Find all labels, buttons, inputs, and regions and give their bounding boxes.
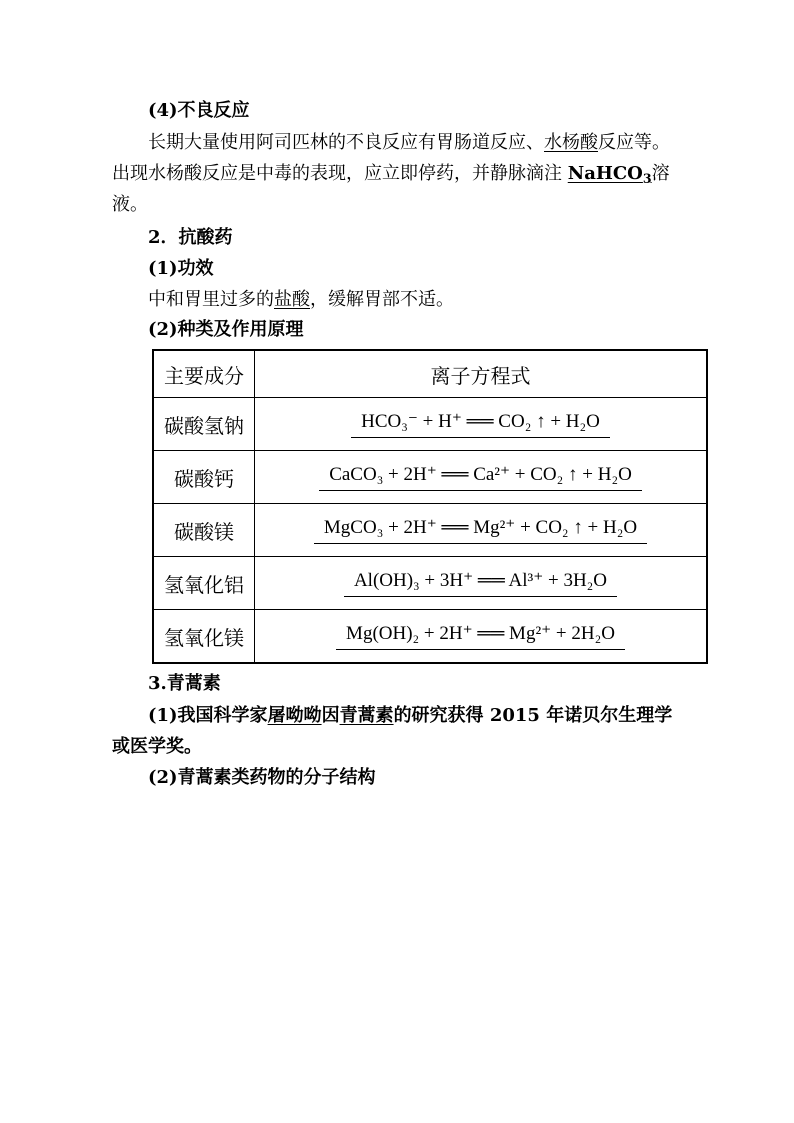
text-segment: 因	[321, 705, 340, 726]
ion-equation: CaCO₃ + 2H⁺ ══ Ca²⁺ + CO₂ ↑ + H₂O	[319, 463, 642, 491]
section2-sub1-heading: (1)功效	[148, 258, 214, 279]
section2-sub2-heading: (2)种类及作用原理	[148, 319, 304, 340]
section4-paragraph-line3: 液。	[112, 194, 148, 215]
text-segment: 反应等。	[598, 132, 670, 153]
table-row	[153, 557, 707, 610]
equation-cell	[255, 451, 708, 504]
section3-paragraph-line2: 或医学奖。	[112, 736, 202, 757]
text-segment: ，缓解胃部不适。	[310, 289, 454, 310]
text-segment: 的研究获得 2015 年诺贝尔生理学	[393, 705, 673, 726]
section2-heading: 2．抗酸药	[148, 227, 233, 248]
underlined-term: 青蒿素	[339, 705, 394, 726]
section2-sub1-text	[148, 288, 454, 312]
underlined-name: 屠呦呦	[267, 705, 322, 726]
formula-base: NaHCO	[567, 163, 643, 184]
text-segment: 出现水杨酸反应是中毒的表现，应立即停药，并静脉滴注	[112, 163, 562, 184]
equation-cell	[255, 504, 708, 557]
antacid-equation-table	[152, 349, 708, 664]
component-name: 碳酸钙	[153, 451, 255, 504]
text-segment: 溶	[651, 163, 670, 184]
table-header-row	[153, 350, 707, 398]
formula-subscript: 3	[642, 170, 652, 186]
equation-cell	[255, 610, 708, 664]
text-segment: 中和胃里过多的	[148, 289, 274, 310]
table-header-equation: 离子方程式	[255, 350, 708, 398]
table-header-component: 主要成分	[153, 350, 255, 398]
equation-cell	[255, 398, 708, 451]
component-name: 碳酸镁	[153, 504, 255, 557]
underlined-term: 盐酸	[274, 289, 310, 310]
ion-equation: HCO₃⁻ + H⁺ ══ CO₂ ↑ + H₂O	[351, 410, 610, 438]
component-name: 氢氧化镁	[153, 610, 255, 664]
section4-paragraph-line1	[148, 131, 670, 155]
section3-paragraph-line3: (2)青蒿素类药物的分子结构	[148, 767, 376, 788]
table-row	[153, 398, 707, 451]
underlined-formula	[568, 163, 652, 184]
table-row	[153, 451, 707, 504]
section3-paragraph-line1	[148, 704, 672, 728]
component-name: 碳酸氢钠	[153, 398, 255, 451]
underlined-term: 水杨酸	[544, 132, 598, 153]
ion-equation: MgCO₃ + 2H⁺ ══ Mg²⁺ + CO₂ ↑ + H₂O	[314, 516, 647, 544]
table-row	[153, 610, 707, 664]
section4-paragraph-line2	[112, 162, 670, 191]
text-segment: (1)我国科学家	[148, 705, 268, 726]
text-segment: 长期大量使用阿司匹林的不良反应有胃肠道反应、	[148, 132, 544, 153]
ion-equation: Mg(OH)₂ + 2H⁺ ══ Mg²⁺ + 2H₂O	[336, 622, 625, 650]
equation-cell	[255, 557, 708, 610]
component-name: 氢氧化铝	[153, 557, 255, 610]
table-row	[153, 504, 707, 557]
ion-equation: Al(OH)₃ + 3H⁺ ══ Al³⁺ + 3H₂O	[344, 569, 617, 597]
section3-heading: 3.青蒿素	[148, 673, 221, 694]
section4-heading: (4)不良反应	[148, 100, 250, 121]
